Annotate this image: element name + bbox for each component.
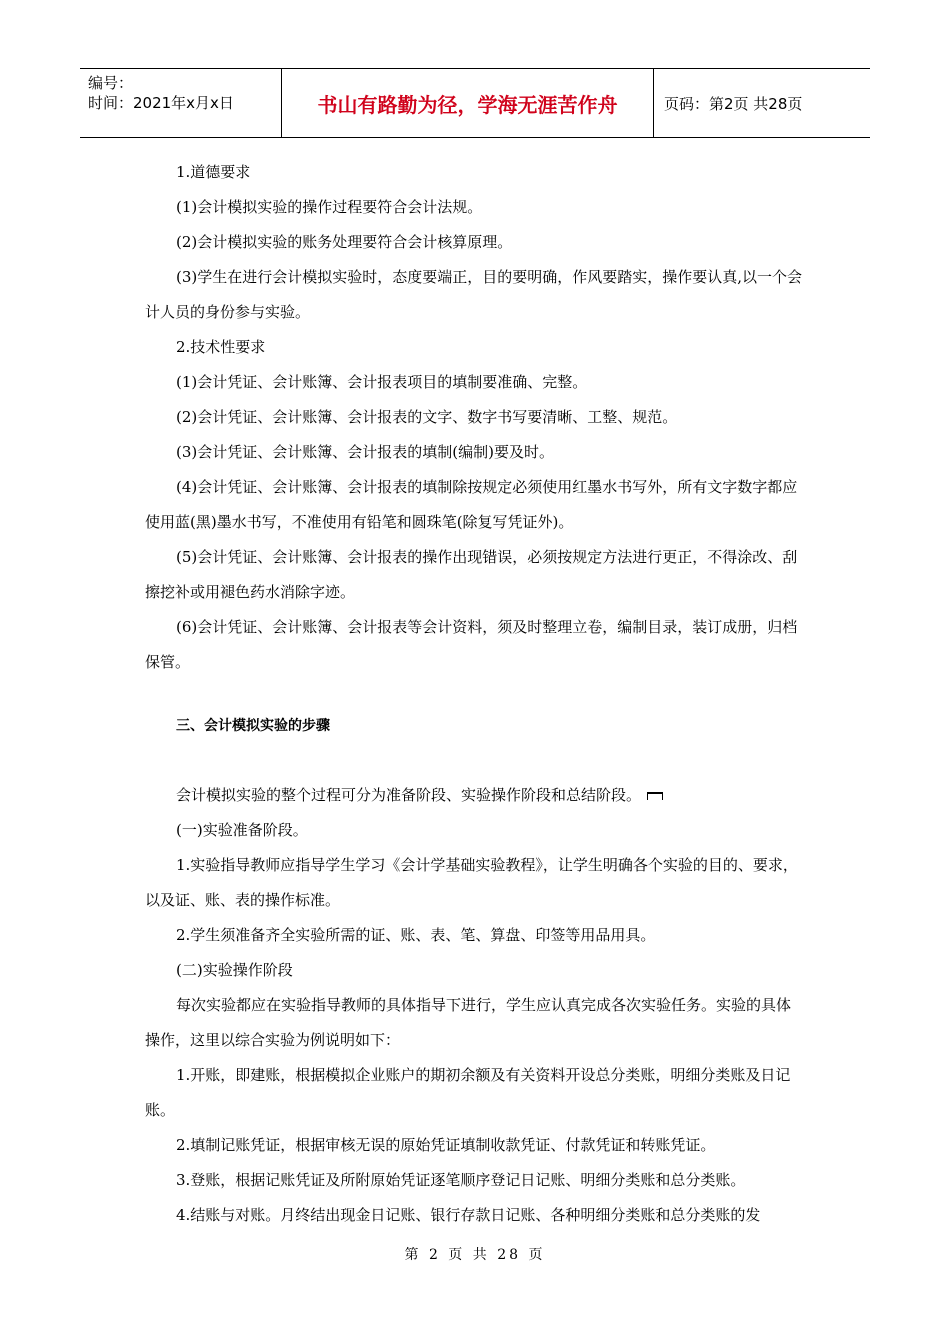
- paragraph: (3)学生在进行会计模拟实验时，态度要端正，目的要明确，作风要踏实，操作要认真,以一个会计人员的身份参与实验。: [145, 268, 803, 321]
- paragraph: 4.结账与对账。月终结出现金日记账、银行存款日记账、各种明细分类账和总分类账的发: [176, 1206, 761, 1224]
- paragraph: (5)会计凭证、会计账簿、会计报表的操作出现错误，必须按规定方法进行更正，不得涂改、刮擦挖补或用褪色药水消除字迹。: [145, 548, 798, 601]
- paragraph: 2.填制记账凭证，根据审核无误的原始凭证填制收款凭证、付款凭证和转账凭证。: [176, 1136, 716, 1154]
- return-mark-icon: [647, 792, 663, 800]
- paragraph: (3)会计凭证、会计账簿、会计报表的填制(编制)要及时。: [176, 443, 554, 461]
- paragraph: 2.学生须准备齐全实验所需的证、账、表、笔、算盘、印签等用品用具。: [176, 926, 656, 944]
- paragraph: (2)会计模拟实验的账务处理要符合会计核算原理。: [176, 233, 513, 251]
- paragraph: (2)会计凭证、会计账簿、会计报表的文字、数字书写要清晰、工整、规范。: [176, 408, 678, 426]
- paragraph: 1.实验指导教师应指导学生学习《会计学基础实验教程》，让学生明确各个实验的目的、要求，以及证、账、表的操作标准。: [145, 856, 798, 909]
- paragraph: 3.登账，根据记账凭证及所附原始凭证逐笔顺序登记日记账、明细分类账和总分类账。: [176, 1171, 746, 1189]
- paragraph: 2.技术性要求: [176, 338, 266, 356]
- paragraph: (1)会计凭证、会计账簿、会计报表项目的填制要准确、完整。: [176, 373, 588, 391]
- header-motto: 书山有路勤为径，学海无涯苦作舟: [282, 69, 654, 137]
- paragraph: 1.道德要求: [176, 163, 251, 181]
- page-header: [80, 68, 870, 138]
- paragraph: [145, 778, 805, 813]
- page-footer: 第 2 页 共 28 页: [404, 1247, 546, 1263]
- header-page-info: 页码：第2页 共28页: [664, 94, 803, 113]
- paragraph: 每次实验都应在实验指导教师的具体指导下进行，学生应认真完成各次实验任务。实验的具体操作，这里以综合实验为例说明如下：: [145, 996, 792, 1049]
- document-body: [145, 155, 805, 1233]
- section-heading: 三、会计模拟实验的步骤: [176, 718, 330, 734]
- paragraph: (6)会计凭证、会计账簿、会计报表等会计资料，须及时整理立卷，编制目录，装订成册，归档保管。: [145, 618, 798, 671]
- paragraph: (一)实验准备阶段。: [176, 821, 308, 839]
- date-label: 时间：2021年x月x日: [88, 94, 234, 112]
- header-meta: [80, 69, 282, 137]
- number-label: 编号：: [88, 74, 134, 92]
- paragraph: (4)会计凭证、会计账簿、会计报表的填制除按规定必须使用红墨水书写外，所有文字数字都应使用蓝(黑)墨水书写，不准使用有铅笔和圆珠笔(除复写凭证外)。: [145, 478, 798, 531]
- paragraph: (二)实验操作阶段: [176, 961, 293, 979]
- paragraph: (1)会计模拟实验的操作过程要符合会计法规。: [176, 198, 483, 216]
- paragraph: 1.开账，即建账，根据模拟企业账户的期初余额及有关资料开设总分类账，明细分类账及日记账。: [145, 1066, 791, 1119]
- paragraph-text: 会计模拟实验的整个过程可分为准备阶段、实验操作阶段和总结阶段。: [176, 786, 642, 804]
